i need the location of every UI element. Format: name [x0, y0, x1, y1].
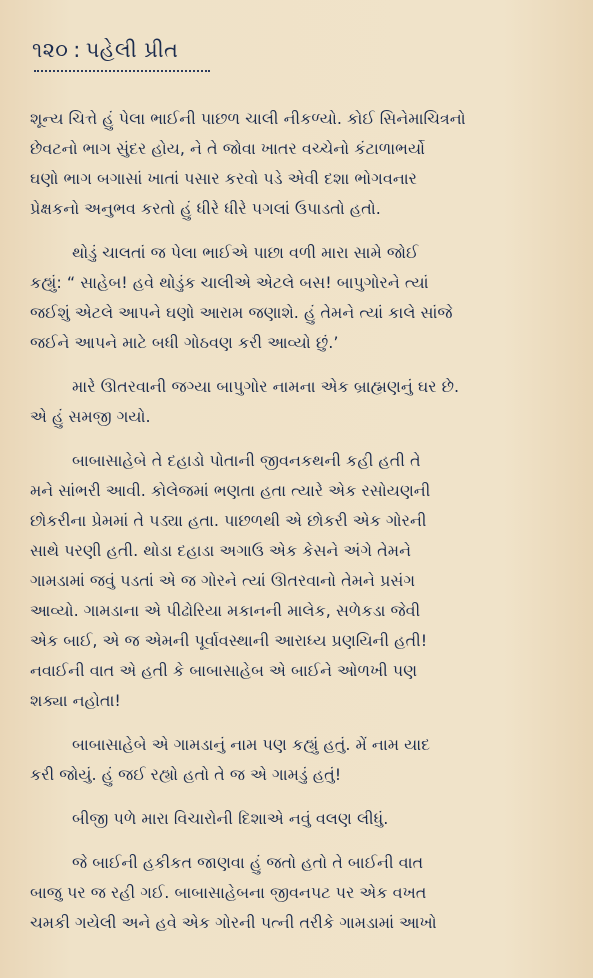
text-line: જઈશું એટલે આપને ઘણો આરામ જણાશે. હું તેમને ત્યાં કાલે સાંજે [30, 303, 453, 322]
text-line: બાબાસાહેબે તે દહાડો પોતાની જીવનકથની કહી હતી તે [72, 451, 421, 470]
text-line: કરી જોયું. હું જઈ રહ્યો હતો તે જ એ ગામડું હતું! [30, 765, 342, 784]
text-line: બાબાસાહેબે એ ગામડાનું નામ પણ કહ્યું હતું. મેં નામ યાદ [72, 735, 431, 754]
text-line: શક્યા નહોતા! [30, 691, 121, 710]
text-line: નવાઈની વાત એ હતી કે બાબાસાહેબ એ બાઈને ઓળખી પણ [30, 661, 418, 680]
text-line: કહ્યું: “ સાહેબ! હવે થોડુંક ચાલીએ એટલે બસ! બાપુગોરને ત્યાં [30, 273, 429, 292]
text-line: બીજી પળે મારા વિચારોની દિશાએ નવું વલણ લીધું. [72, 809, 389, 828]
book-title: પહેલી પ્રીત [85, 38, 179, 62]
header-dotted-rule [34, 70, 210, 72]
text-line: ગામડામાં જવું પડતાં એ જ ગોરને ત્યાં ઊતરવાનો તેમને પ્રસંગ [30, 571, 416, 590]
paragraph [30, 372, 567, 432]
running-header [32, 36, 178, 64]
paragraph [30, 446, 567, 716]
paragraph [30, 104, 567, 224]
text-line: એક બાઈ, એ જ એમની પૂર્વાવસ્થાની આરાધ્ય પ્રણયિની હતી! [30, 631, 428, 650]
page-number: ૧૨૦ [32, 38, 69, 62]
text-line: ચમકી ગયેલી અને હવે એક ગોરની પત્ની તરીકે ગામડામાં આખો [30, 913, 437, 932]
paragraph [30, 848, 567, 938]
text-line: જે બાઈની હકીકત જાણવા હું જતો હતો તે બાઈની વાત [72, 853, 424, 872]
text-line: શૂન્ય ચિત્તે હું પેલા ભાઈની પાછળ ચાલી નીકળ્યો. કોઈ સિનેમાચિત્રનો [30, 109, 466, 128]
header-separator: : [73, 38, 81, 62]
text-line: મને સાંભરી આવી. કોલેજમાં ભણતા હતા ત્યારે એક રસોયણની [30, 481, 431, 500]
text-line: એ હું સમજી ગયો. [30, 407, 151, 426]
paragraph [30, 804, 567, 834]
text-line: જઈને આપને માટે બધી ગોઠવણ કરી આવ્યો છું.’ [30, 333, 339, 352]
paragraph [30, 238, 567, 358]
text-line: મારે ઊતરવાની જગ્યા બાપુગોર નામના એક બ્રાહ્મણનું ઘર છે. [72, 377, 460, 396]
text-line: છોકરીના પ્રેમમાં તે પડ્યા હતા. પાછળથી એ છોકરી એક ગોરની [30, 511, 427, 530]
paragraph [30, 730, 567, 790]
text-line: પ્રેક્ષકનો અનુભવ કરતો હું ધીરે ધીરે પગલાં ઉપાડતો હતો. [30, 199, 381, 218]
body-text [30, 104, 567, 938]
text-line: થોડું ચાલતાં જ પેલા ભાઈએ પાછા વળી મારા સામે જોઈ [72, 243, 419, 262]
text-line: બાજુ પર જ રહી ગઈ. બાબાસાહેબના જીવનપટ પર એક વખત [30, 883, 427, 902]
text-line: ઘણો ભાગ બગાસાં ખાતાં પસાર કરવો પડે એવી દશા ભોગવનાર [30, 169, 417, 188]
text-line: છેવટનો ભાગ સુંદર હોય, ને તે જોવા ખાતર વચ્ચેનો કંટાળાભર્યો [30, 139, 425, 158]
text-line: સાથે પરણી હતી. થોડા દહાડા અગાઉ એક કેસને અંગે તેમને [30, 541, 411, 560]
text-line: આવ્યો. ગામડાના એ પીઢોરિયા મકાનની માલેક, સળેકડા જેવી [30, 601, 421, 620]
